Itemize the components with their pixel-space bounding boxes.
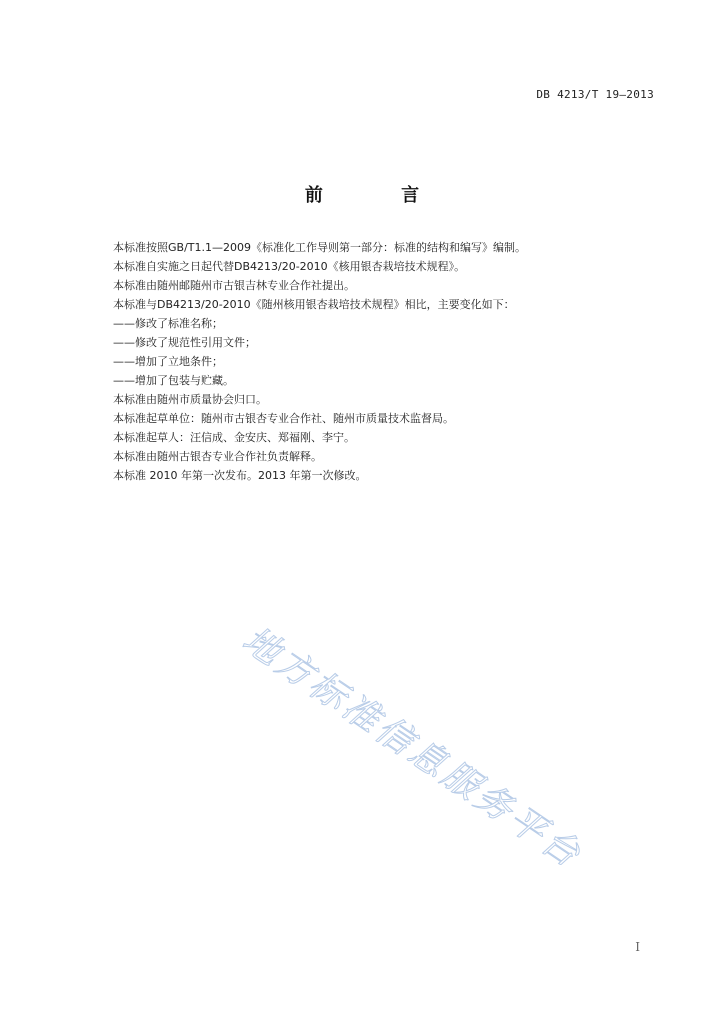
paragraph-line: 本标准起草人：汪信成、金安庆、郑福刚、李宁。 <box>113 431 355 444</box>
foreword-body <box>113 238 633 485</box>
paragraph-line: 本标准由随州邮随州市古银吉林专业合作社提出。 <box>113 279 355 292</box>
paragraph-line: 本标准由随州古银杏专业合作社负责解释。 <box>113 450 322 463</box>
page-title: 前 言 <box>304 185 456 206</box>
change-list-item: ——增加了立地条件； <box>113 355 223 368</box>
paragraph-line: 本标准与DB4213/20-2010《随州核用银杏栽培技术规程》相比，主要变化如下： <box>113 298 515 311</box>
paragraph-line: 本标准起草单位：随州市古银杏专业合作社、随州市质量技术监督局。 <box>113 412 454 425</box>
paragraph-line: 本标准按照GB/T1.1—2009《标准化工作导则第一部分：标准的结构和编写》编制。 <box>113 241 526 254</box>
paragraph-line: 本标准自实施之日起代替DB4213/20-2010《核用银杏栽培技术规程》。 <box>113 260 466 273</box>
change-list-item: ——修改了标准名称； <box>113 317 223 330</box>
document-code: DB 4213/T 19—2013 <box>536 88 654 101</box>
paragraph-line: 本标准由随州市质量协会归口。 <box>113 393 267 406</box>
watermark: 地方标准信息服务平台 <box>235 619 590 877</box>
paragraph-line: 本标准 2010 年第一次发布。2013 年第一次修改。 <box>113 469 367 482</box>
change-list-item: ——增加了包装与贮藏。 <box>113 374 234 387</box>
page-number: I <box>635 940 640 954</box>
change-list-item: ——修改了规范性引用文件； <box>113 336 256 349</box>
